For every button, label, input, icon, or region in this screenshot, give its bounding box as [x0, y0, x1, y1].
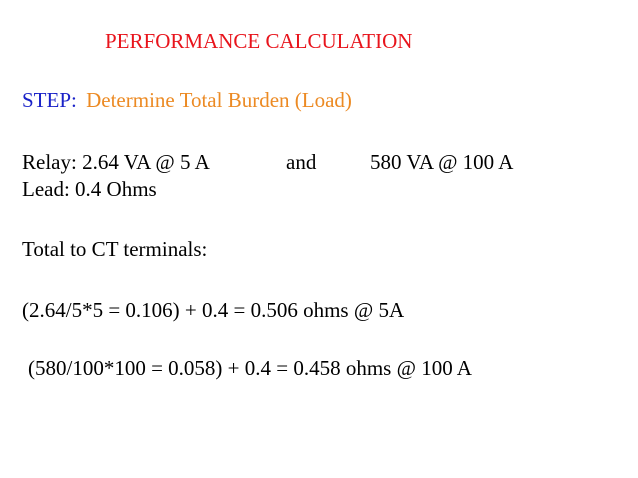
step-label: STEP:	[22, 88, 77, 112]
relay-line	[22, 150, 622, 174]
relay-spec-5a: Relay: 2.64 VA @ 5 A	[22, 150, 210, 174]
calc-line-5a: (2.64/5*5 = 0.106) + 0.4 = 0.506 ohms @ 5A	[22, 298, 405, 322]
step-text: Determine Total Burden (Load)	[86, 88, 352, 112]
step-line	[22, 88, 352, 112]
relay-spec-100a: 580 VA @ 100 A	[370, 150, 514, 174]
lead-line: Lead: 0.4 Ohms	[22, 177, 157, 201]
slide-title: PERFORMANCE CALCULATION	[105, 29, 413, 53]
total-heading: Total to CT terminals:	[22, 237, 208, 261]
relay-conjunction: and	[286, 150, 317, 174]
calc-line-100a: (580/100*100 = 0.058) + 0.4 = 0.458 ohms @ 100 A	[28, 356, 472, 380]
